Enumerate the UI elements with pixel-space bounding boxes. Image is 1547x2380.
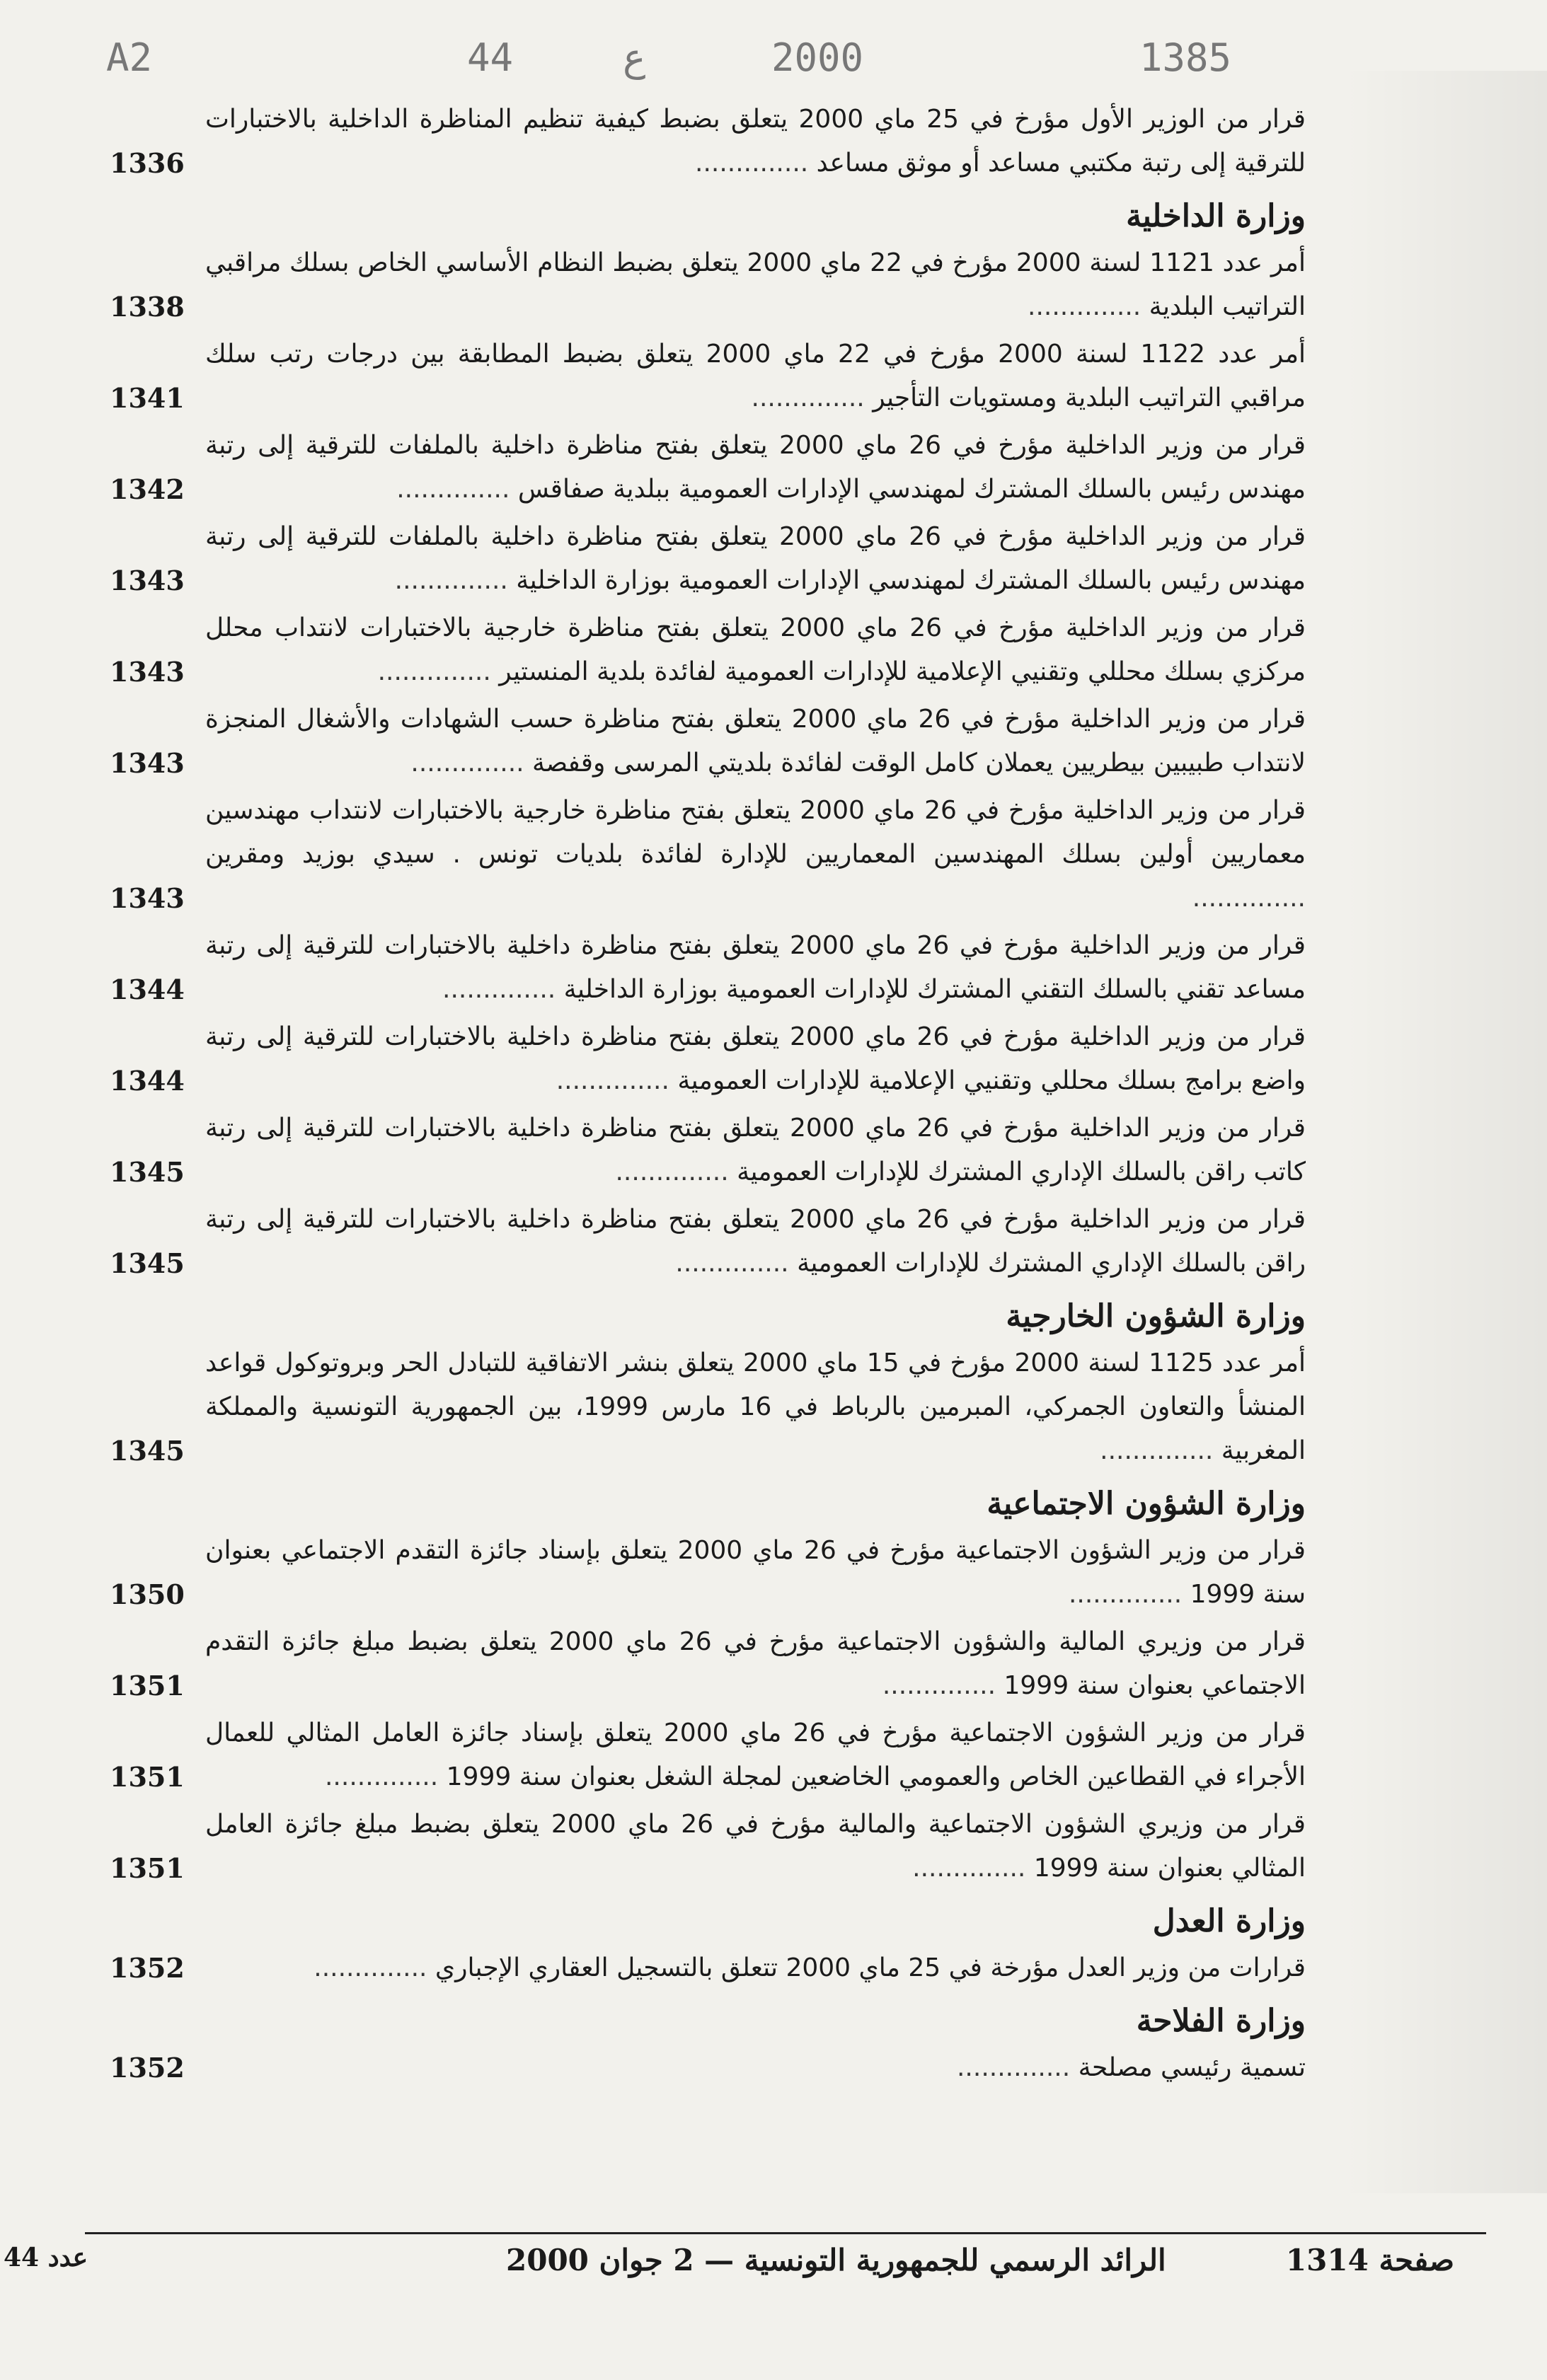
- toc-entry: [110, 1015, 1306, 1103]
- leader-dots: ..............: [442, 975, 564, 1004]
- toc-entry-text: [205, 606, 1306, 694]
- leader-dots: ..............: [410, 749, 533, 778]
- toc-entry-text: [205, 2046, 1306, 2090]
- leader-dots: ..............: [956, 2053, 1079, 2082]
- page-footer: [4, 2243, 1454, 2285]
- footer-page-number: صفحة 1314: [1285, 2243, 1454, 2277]
- toc-page-number: 1341: [110, 382, 185, 414]
- toc-entry-title: تسمية رئيسي مصلحة: [1078, 2053, 1306, 2082]
- toc-page-number: 1344: [110, 1065, 185, 1097]
- toc-entry-text: [205, 424, 1306, 512]
- toc-entry-text: [205, 1620, 1306, 1708]
- leader-dots: ..............: [882, 1671, 1004, 1700]
- toc-page-number: 1344: [110, 974, 185, 1005]
- toc-entry: [110, 1529, 1306, 1617]
- toc-entry-text: [205, 789, 1306, 920]
- leader-dots: ..............: [377, 657, 500, 686]
- toc-page-number: 1342: [110, 473, 185, 505]
- leader-dots: ..............: [1192, 884, 1306, 913]
- toc-entry-text: [205, 333, 1306, 420]
- section-heading: وزارة الفلاحة: [1136, 2003, 1306, 2039]
- toc-entry-title: قرار من وزير الداخلية مؤرخ في 26 ماي 2000 يتعلق بفتح مناظرة خارجية بالاختبارات لانتداب محلل مركزي بسلك محللي وتقنيي الإعلامية للإدارات العمومية لفائدة بلدية المنستير: [205, 613, 1306, 686]
- toc-page-number: 1338: [110, 291, 185, 323]
- toc-entry-text: [205, 241, 1306, 329]
- handwritten-notes: [0, 21, 1547, 92]
- toc-entry: [110, 1946, 1306, 1990]
- page-bleed-shadow: [1342, 71, 1547, 2193]
- toc-entry: [110, 424, 1306, 512]
- section-heading: وزارة العدل: [1152, 1903, 1306, 1939]
- toc-page-number: 1352: [110, 1952, 185, 1984]
- toc-page-number: 1351: [110, 1852, 185, 1884]
- leader-dots: ..............: [556, 1066, 678, 1095]
- toc-page-number: 1351: [110, 1761, 185, 1793]
- toc-entry: [110, 924, 1306, 1012]
- handwritten-note: 2000: [771, 35, 864, 80]
- toc-entry-text: [205, 515, 1306, 603]
- handwritten-note: ع: [623, 35, 646, 80]
- table-of-contents: [110, 98, 1306, 2093]
- toc-entry-text: [205, 1198, 1306, 1286]
- leader-dots: ..............: [751, 383, 873, 412]
- toc-entry-title: أمر عدد 1121 لسنة 2000 مؤرخ في 22 ماي 2000 يتعلق بضبط النظام الأساسي الخاص بسلك مراقبي التراتيب البلدية: [205, 248, 1306, 321]
- toc-entry-text: [205, 1107, 1306, 1194]
- toc-entry: [110, 98, 1306, 185]
- leader-dots: ..............: [675, 1249, 798, 1278]
- toc-entry: [110, 1107, 1306, 1194]
- leader-dots: ..............: [912, 1854, 1034, 1883]
- toc-page-number: 1336: [110, 147, 185, 179]
- toc-entry-title: أمر عدد 1122 لسنة 2000 مؤرخ في 22 ماي 2000 يتعلق بضبط المطابقة بين درجات رتب سلك مراقبي التراتيب البلدية ومستويات التأجير: [205, 340, 1306, 412]
- toc-entry-title: قرار من وزير الداخلية مؤرخ في 26 ماي 2000 يتعلق بفتح مناظرة داخلية بالاختبارات للترقية إلى رتبة كاتب راقن بالسلك الإداري المشترك للإدارات العمومية: [205, 1114, 1306, 1186]
- toc-page-number: 1343: [110, 565, 185, 596]
- toc-page-number: 1343: [110, 882, 185, 914]
- toc-entry-title: قرار من وزير الداخلية مؤرخ في 26 ماي 2000 يتعلق بفتح مناظرة داخلية بالاختبارات للترقية إلى رتبة راقن بالسلك الإداري المشترك للإدارات العمومية: [205, 1205, 1306, 1278]
- toc-entry-title: قرار من وزير الداخلية مؤرخ في 26 ماي 2000 يتعلق بفتح مناظرة داخلية بالاختبارات للترقية إلى رتبة مساعد تقني بالسلك التقني المشترك للإدارات العمومية بوزارة الداخلية: [205, 931, 1306, 1004]
- toc-entry: [110, 1803, 1306, 1890]
- toc-page-number: 1351: [110, 1670, 185, 1702]
- toc-entry-text: [205, 1015, 1306, 1103]
- toc-page-number: 1345: [110, 1156, 185, 1188]
- toc-entry-title: قرار من وزير الداخلية مؤرخ في 26 ماي 2000 يتعلق بفتح مناظرة داخلية بالملفات للترقية إلى رتبة مهندس رئيس بالسلك المشترك لمهندسي الإدارات العمومية بوزارة الداخلية: [205, 522, 1306, 595]
- toc-entry: [110, 1198, 1306, 1286]
- section-heading: وزارة الداخلية: [1126, 198, 1306, 234]
- footer-publication: الرائد الرسمي للجمهورية التونسية — 2 جوان 2000: [506, 2243, 1166, 2277]
- toc-page-number: 1343: [110, 656, 185, 688]
- section-heading: وزارة الشؤون الاجتماعية: [987, 1486, 1306, 1522]
- toc-entry: [110, 1711, 1306, 1799]
- toc-entry-text: [205, 1946, 1306, 1990]
- toc-entry-title: قرار من وزيري الشؤون الاجتماعية والمالية مؤرخ في 26 ماي 2000 يتعلق بضبط مبلغ جائزة العامل المثالي بعنوان سنة 1999: [205, 1810, 1306, 1883]
- toc-entry: [110, 333, 1306, 420]
- toc-page-number: 1343: [110, 747, 185, 779]
- leader-dots: ..............: [1068, 1580, 1190, 1609]
- toc-page-number: 1350: [110, 1578, 185, 1610]
- toc-entry-title: قرار من وزيري المالية والشؤون الاجتماعية مؤرخ في 26 ماي 2000 يتعلق بضبط مبلغ جائزة التقدم الاجتماعي بعنوان سنة 1999: [205, 1627, 1306, 1700]
- leader-dots: ..............: [1028, 292, 1149, 321]
- leader-dots: ..............: [1100, 1436, 1221, 1465]
- toc-page-number: 1352: [110, 2052, 185, 2084]
- toc-entry: [110, 789, 1306, 920]
- handwritten-note: A2: [106, 35, 153, 80]
- toc-entry-text: [205, 1341, 1306, 1473]
- toc-page-number: 1345: [110, 1435, 185, 1467]
- footer-divider: [85, 2232, 1486, 2234]
- toc-entry-title: قرارات من وزير العدل مؤرخة في 25 ماي 2000 تتعلق بالتسجيل العقاري الإجباري: [435, 1953, 1306, 1982]
- toc-entry-text: [205, 1803, 1306, 1890]
- leader-dots: ..............: [695, 149, 817, 178]
- toc-entry: [110, 241, 1306, 329]
- footer-issue: عدد 44: [4, 2243, 88, 2272]
- toc-entry-text: [205, 1711, 1306, 1799]
- toc-entry-text: [205, 698, 1306, 785]
- leader-dots: ..............: [396, 475, 518, 504]
- toc-entry-title: قرار من وزير الداخلية مؤرخ في 26 ماي 2000 يتعلق بفتح مناظرة خارجية بالاختبارات لانتداب مهندسين معماريين أولين بسلك المهندسين المعماريين للإدارة لفائدة بلديات تونس . سيدي بوزيد ومقرين: [205, 796, 1306, 869]
- toc-entry-title: قرار من وزير الشؤون الاجتماعية مؤرخ في 26 ماي 2000 يتعلق بإسناد جائزة التقدم الاجتماعي بعنوان سنة 1999: [205, 1536, 1306, 1609]
- toc-entry: [110, 1620, 1306, 1708]
- toc-entry: [110, 515, 1306, 603]
- toc-entry: [110, 698, 1306, 785]
- toc-entry-title: قرار من وزير الداخلية مؤرخ في 26 ماي 2000 يتعلق بفتح مناظرة حسب الشهادات والأشغال المنجزة لانتداب طبيبين بيطريين يعملان كامل الوقت لفائدة بلديتي المرسى وقفصة: [205, 705, 1306, 778]
- handwritten-note: 1385: [1139, 35, 1232, 80]
- toc-page-number: 1345: [110, 1247, 185, 1279]
- leader-dots: ..............: [324, 1762, 447, 1791]
- toc-entry: [110, 2046, 1306, 2090]
- toc-entry-title: قرار من وزير الداخلية مؤرخ في 26 ماي 2000 يتعلق بفتح مناظرة داخلية بالاختبارات للترقية إلى رتبة واضع برامج بسلك محللي وتقنيي الإعلامية للإدارات العمومية: [205, 1022, 1306, 1095]
- toc-entry-text: [205, 98, 1306, 185]
- toc-entry-text: [205, 924, 1306, 1012]
- toc-entry-title: قرار من وزير الشؤون الاجتماعية مؤرخ في 26 ماي 2000 يتعلق بإسناد جائزة العامل المثالي للعمال الأجراء في القطاعين الخاص والعمومي الخاضعين لمجلة الشغل بعنوان سنة 1999: [205, 1718, 1306, 1791]
- leader-dots: ..............: [314, 1953, 435, 1982]
- leader-dots: ..............: [394, 566, 517, 595]
- handwritten-note: 44: [467, 35, 514, 80]
- toc-entry-title: قرار من الوزير الأول مؤرخ في 25 ماي 2000 يتعلق بضبط كيفية تنظيم المناظرة الداخلية بالاختبارات للترقية إلى رتبة مكتبي مساعد أو موثق مساعد: [205, 105, 1306, 178]
- leader-dots: ..............: [615, 1157, 737, 1186]
- toc-entry-text: [205, 1529, 1306, 1617]
- toc-entry: [110, 606, 1306, 694]
- toc-entry-title: قرار من وزير الداخلية مؤرخ في 26 ماي 2000 يتعلق بفتح مناظرة داخلية بالملفات للترقية إلى رتبة مهندس رئيس بالسلك المشترك لمهندسي الإدارات العمومية ببلدية صفاقس: [205, 431, 1306, 504]
- toc-entry-title: أمر عدد 1125 لسنة 2000 مؤرخ في 15 ماي 2000 يتعلق بنشر الاتفاقية للتبادل الحر وبروتوكول قواعد المنشأ والتعاون الجمركي، المبرمين بالرباط في 16 مارس 1999، بين الجمهورية التونسية والمملكة المغربية: [205, 1348, 1306, 1465]
- section-heading: وزارة الشؤون الخارجية: [1006, 1298, 1306, 1334]
- toc-entry: [110, 1341, 1306, 1473]
